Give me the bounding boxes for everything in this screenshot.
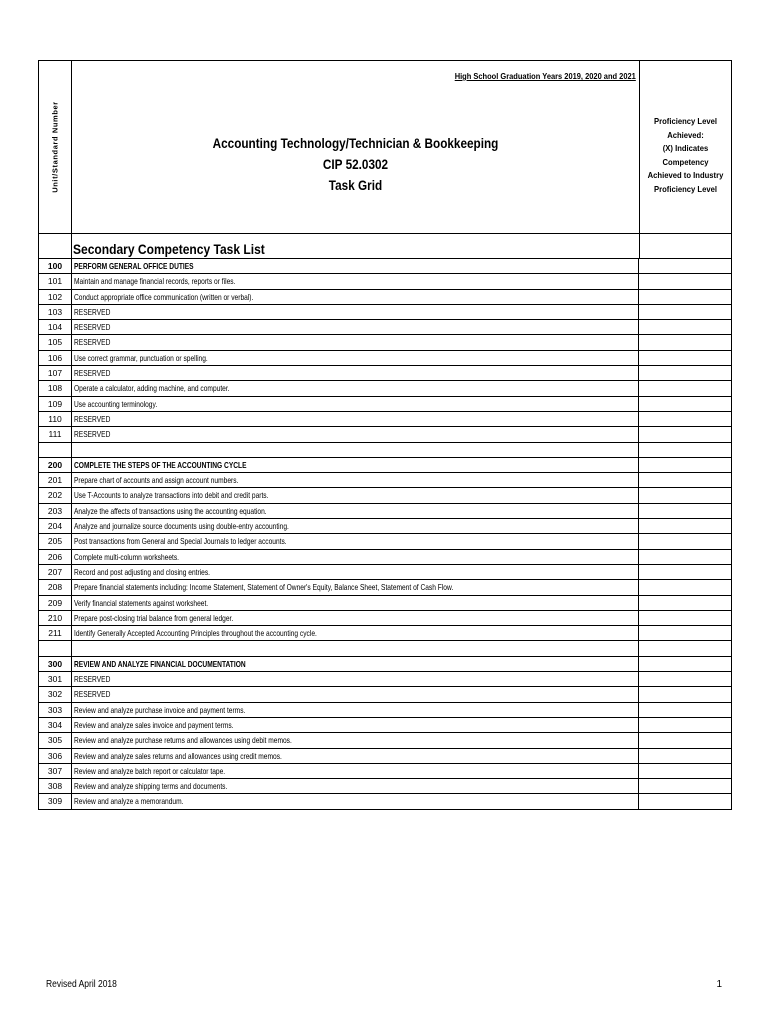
proficiency-cell <box>639 749 731 763</box>
proficiency-cell <box>639 687 731 701</box>
task-number: 108 <box>39 381 72 395</box>
task-description: Prepare post-closing trial balance from general ledger. <box>74 612 234 623</box>
task-number: 211 <box>39 626 72 640</box>
task-row <box>38 611 732 626</box>
task-number: 301 <box>39 672 72 686</box>
task-row <box>38 366 732 381</box>
task-description: Identify Generally Accepted Accounting Principles throughout the accounting cycle. <box>74 628 317 639</box>
proficiency-cell <box>639 672 731 686</box>
task-number: 104 <box>39 320 72 334</box>
task-description: RESERVED <box>74 337 111 348</box>
proficiency-cell <box>639 794 731 808</box>
task-description: Maintain and manage financial records, reports or files. <box>74 276 236 287</box>
task-number: 203 <box>39 504 72 518</box>
task-number: 205 <box>39 534 72 548</box>
task-number: 204 <box>39 519 72 533</box>
task-number: 206 <box>39 550 72 564</box>
unit-number-column-header <box>39 61 72 233</box>
proficiency-column-header <box>640 61 731 233</box>
task-description: Review and analyze sales invoice and payment terms. <box>74 719 234 730</box>
proficiency-cell <box>639 443 731 457</box>
proficiency-cell <box>639 703 731 717</box>
task-description: Use T-Accounts to analyze transactions into debit and credit parts. <box>74 490 269 501</box>
task-row <box>38 733 732 748</box>
proficiency-cell <box>639 657 731 671</box>
task-row <box>38 519 732 534</box>
title-line-cip: CIP 52.0302 <box>322 156 389 172</box>
title-cell <box>72 61 640 233</box>
category-row <box>38 259 732 274</box>
proficiency-cell <box>639 427 731 441</box>
task-number: 202 <box>39 488 72 502</box>
task-description: Review and analyze purchase returns and allowances using debit memos. <box>74 735 292 746</box>
task-number: 200 <box>39 458 72 472</box>
task-description: Review and analyze purchase invoice and payment terms. <box>74 704 246 715</box>
title-line-task-grid: Task Grid <box>328 177 383 193</box>
task-number: 303 <box>39 703 72 717</box>
task-number: 103 <box>39 305 72 319</box>
task-number: 207 <box>39 565 72 579</box>
proficiency-cell <box>639 290 731 304</box>
proficiency-cell <box>639 534 731 548</box>
task-row <box>38 687 732 702</box>
task-number: 305 <box>39 733 72 747</box>
task-row <box>38 534 732 549</box>
category-row <box>38 458 732 473</box>
proficiency-cell <box>639 351 731 365</box>
spacer-row <box>38 443 732 458</box>
task-row <box>38 504 732 519</box>
proficiency-cell <box>639 764 731 778</box>
task-description: Post transactions from General and Special Journals to ledger accounts. <box>74 536 287 547</box>
task-row <box>38 626 732 641</box>
task-row <box>38 412 732 427</box>
proficiency-cell <box>639 259 731 273</box>
task-description: Verify financial statements against worksheet. <box>74 597 209 608</box>
task-row <box>38 351 732 366</box>
task-description: RESERVED <box>74 368 111 379</box>
task-number: 102 <box>39 290 72 304</box>
task-row <box>38 397 732 412</box>
proficiency-cell <box>639 519 731 533</box>
task-description: Conduct appropriate office communication (written or verbal). <box>74 291 254 302</box>
proficiency-cell <box>639 335 731 349</box>
title-line-program: Accounting Technology/Technician & Bookkeeping <box>212 135 499 151</box>
task-description: RESERVED <box>74 689 111 700</box>
page-number: 1 <box>716 979 722 990</box>
task-row <box>38 550 732 565</box>
unit-standard-number-label: Unit/Standard Number <box>50 101 60 193</box>
proficiency-cell <box>639 626 731 640</box>
proficiency-cell <box>639 550 731 564</box>
task-description: RESERVED <box>74 429 111 440</box>
task-number: 100 <box>39 259 72 273</box>
proficiency-cell <box>639 504 731 518</box>
proficiency-cell <box>639 397 731 411</box>
task-number <box>39 443 72 457</box>
task-description: RESERVED <box>74 322 111 333</box>
task-number: 101 <box>39 274 72 288</box>
proficiency-cell <box>639 611 731 625</box>
task-number: 302 <box>39 687 72 701</box>
section-title-row <box>38 234 732 259</box>
task-row <box>38 580 732 595</box>
task-row <box>38 488 732 503</box>
task-row <box>38 473 732 488</box>
proficiency-cell <box>639 565 731 579</box>
task-row <box>38 290 732 305</box>
proficiency-cell <box>639 488 731 502</box>
task-row <box>38 274 732 289</box>
task-description: Analyze the affects of transactions using the accounting equation. <box>74 505 267 516</box>
section-title: Secondary Competency Task List <box>73 241 265 257</box>
task-description: Prepare financial statements including: Income Statement, Statement of Owner's Equity, Balance Sheet, Statement of Cash Flow. <box>74 582 454 593</box>
task-row <box>38 764 732 779</box>
task-number <box>39 641 72 655</box>
task-description: Operate a calculator, adding machine, and computer. <box>74 383 230 394</box>
task-number: 106 <box>39 351 72 365</box>
task-number: 306 <box>39 749 72 763</box>
task-grid-sheet <box>38 60 732 810</box>
task-row <box>38 596 732 611</box>
proficiency-cell <box>639 381 731 395</box>
task-description: Review and analyze shipping terms and documents. <box>74 781 228 792</box>
proficiency-level-label: Proficiency Level Achieved: (X) Indicates Competency Achieved to Industry Proficiency Level <box>647 116 724 194</box>
document-title <box>117 133 593 196</box>
task-number: 111 <box>39 427 72 441</box>
task-number: 300 <box>39 657 72 671</box>
spacer-row <box>38 641 732 656</box>
task-description: Record and post adjusting and closing entries. <box>74 566 211 577</box>
proficiency-cell <box>639 305 731 319</box>
task-row <box>38 779 732 794</box>
task-number: 304 <box>39 718 72 732</box>
task-number: 109 <box>39 397 72 411</box>
task-description: Review and analyze a memorandum. <box>74 796 184 807</box>
task-number: 107 <box>39 366 72 380</box>
task-number: 110 <box>39 412 72 426</box>
revised-date: Revised April 2018 <box>46 979 117 990</box>
task-number: 210 <box>39 611 72 625</box>
task-description: Review and analyze sales returns and allowances using credit memos. <box>74 750 282 761</box>
task-number: 201 <box>39 473 72 487</box>
task-description: RESERVED <box>74 674 111 685</box>
proficiency-cell <box>639 412 731 426</box>
proficiency-cell <box>639 596 731 610</box>
proficiency-cell <box>639 320 731 334</box>
proficiency-cell <box>639 274 731 288</box>
task-row <box>38 718 732 733</box>
proficiency-cell <box>639 779 731 793</box>
proficiency-cell <box>639 718 731 732</box>
task-description: Complete multi-column worksheets. <box>74 551 180 562</box>
proficiency-cell <box>639 458 731 472</box>
task-number: 209 <box>39 596 72 610</box>
task-row <box>38 672 732 687</box>
task-number: 208 <box>39 580 72 594</box>
task-number: 307 <box>39 764 72 778</box>
task-description: Review and analyze batch report or calculator tape. <box>74 765 226 776</box>
task-number: 308 <box>39 779 72 793</box>
task-row <box>38 749 732 764</box>
task-number: 309 <box>39 794 72 808</box>
proficiency-cell <box>639 733 731 747</box>
task-row <box>38 335 732 350</box>
task-row <box>38 381 732 396</box>
task-row <box>38 565 732 580</box>
task-number: 105 <box>39 335 72 349</box>
proficiency-cell <box>639 473 731 487</box>
task-row <box>38 305 732 320</box>
task-rows <box>38 259 732 810</box>
task-description: Use correct grammar, punctuation or spelling. <box>74 352 208 363</box>
task-row <box>38 703 732 718</box>
proficiency-cell <box>639 580 731 594</box>
task-description: COMPLETE THE STEPS OF THE ACCOUNTING CYCLE <box>74 459 247 470</box>
category-row <box>38 657 732 672</box>
task-description: RESERVED <box>74 413 111 424</box>
grid-header <box>38 60 732 234</box>
task-row <box>38 794 732 809</box>
graduation-years-note: High School Graduation Years 2019, 2020 and 2021 <box>454 71 636 81</box>
task-description: REVIEW AND ANALYZE FINANCIAL DOCUMENTATION <box>74 658 246 669</box>
task-description: Use accounting terminology. <box>74 398 158 409</box>
proficiency-cell <box>639 366 731 380</box>
task-row <box>38 320 732 335</box>
proficiency-cell <box>639 641 731 655</box>
task-description: PERFORM GENERAL OFFICE DUTIES <box>74 261 194 271</box>
task-row <box>38 427 732 442</box>
task-description: RESERVED <box>74 306 111 317</box>
task-description: Analyze and journalize source documents using double-entry accounting. <box>74 521 289 532</box>
task-description: Prepare chart of accounts and assign account numbers. <box>74 475 239 486</box>
